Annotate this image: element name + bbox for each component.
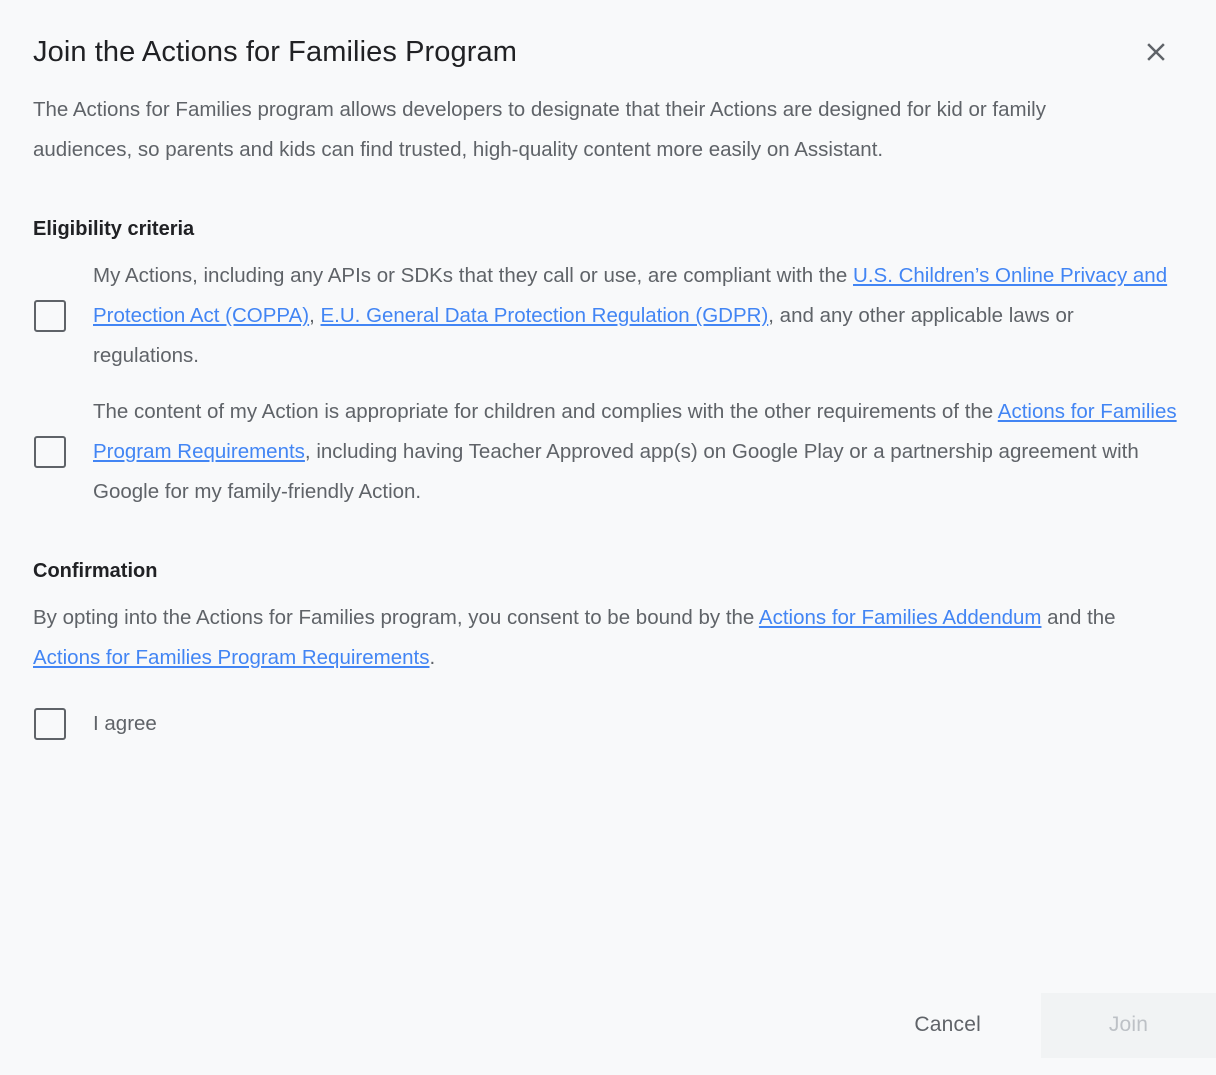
eligibility-item-2-part2: , including having Teacher Approved app(s) on Google Play or a partnership agreement with Google for my family-friendly Action. [93, 440, 1139, 503]
coppa-gdpr-checkbox[interactable] [34, 300, 66, 332]
agree-row [33, 708, 1183, 740]
i-agree-label: I agree [93, 712, 157, 735]
eligibility-item-2-part1: The content of my Action is appropriate for children and complies with the other requirements of the [93, 400, 998, 423]
eligibility-item-1 [33, 256, 1183, 376]
eligibility-item-1-part1: My Actions, including any APIs or SDKs that they call or use, are compliant with the [93, 264, 854, 287]
confirmation-text [33, 598, 1183, 678]
eligibility-item-1-text [93, 256, 1178, 376]
eligibility-item-1-part3: , and any other applicable laws or regulations. [93, 304, 1074, 367]
content-appropriate-checkbox[interactable] [34, 436, 66, 468]
program-requirements-link-2[interactable]: Actions for Families Program Requirements [33, 646, 430, 669]
gdpr-link[interactable]: E.U. General Data Protection Regulation (GDPR) [320, 304, 769, 327]
confirmation-part1: By opting into the Actions for Families program, you consent to be bound by the [33, 606, 759, 629]
join-button[interactable]: Join [1041, 993, 1216, 1058]
page-title: Join the Actions for Families Program [33, 36, 517, 68]
cancel-button[interactable]: Cancel [914, 1013, 981, 1036]
intro-text: The Actions for Families program allows developers to designate that their Actions are designed for kid or family audiences, so parents and kids can find trusted, high-quality content more easily on Assistant. [33, 98, 1046, 161]
dialog-body [0, 72, 1216, 975]
confirmation-part2: and the [1041, 606, 1116, 629]
eligibility-item-1-part2: , [309, 304, 321, 327]
coppa-link[interactable]: U.S. Children’s Online Privacy and Protection Act (COPPA) [93, 264, 1168, 327]
i-agree-checkbox[interactable] [34, 708, 66, 740]
program-requirements-link[interactable]: Actions for Families Program Requirements [93, 400, 1177, 463]
eligibility-item-2 [33, 392, 1183, 512]
eligibility-item-2-text [93, 392, 1178, 512]
eligibility-heading: Eligibility criteria [33, 218, 195, 240]
addendum-link[interactable]: Actions for Families Addendum [758, 606, 1042, 629]
close-icon[interactable] [1136, 32, 1176, 72]
confirmation-part3: . [429, 646, 436, 669]
dialog-footer [0, 975, 1216, 1075]
dialog-header [0, 0, 1216, 72]
confirmation-heading: Confirmation [33, 560, 158, 582]
